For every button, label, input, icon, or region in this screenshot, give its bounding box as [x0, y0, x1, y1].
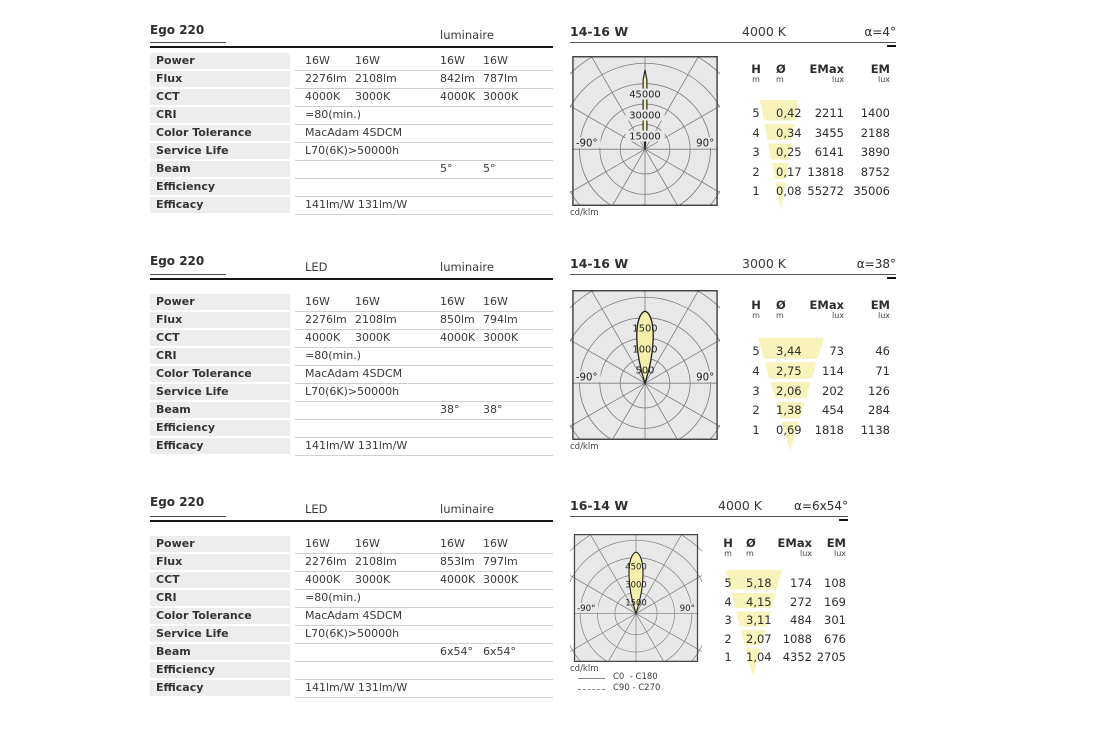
spec-column-header-led: LED: [305, 502, 328, 516]
column-subunit: lux: [799, 549, 812, 558]
spec-value-led-2: 2108lm: [355, 72, 397, 85]
spec-row-values: [295, 89, 553, 107]
table-cell: 2188: [860, 125, 890, 140]
spec-row: [150, 384, 553, 402]
spec-value-led-2: 2108lm: [355, 313, 397, 326]
spec-row-label: Efficiency: [150, 179, 290, 195]
cone-row-separator: [722, 627, 846, 631]
spec-row-values: [295, 438, 553, 456]
table-cell: 73: [829, 344, 844, 358]
spec-value-luminaire-1: 4000K: [440, 331, 476, 344]
spec-row-label: CCT: [150, 330, 290, 346]
spec-row: [150, 554, 553, 572]
spec-value-led-1: 4000K: [305, 573, 341, 586]
axis-label-right: 90°: [696, 138, 715, 150]
spec-row: [150, 294, 553, 312]
table-cell: 13818: [807, 164, 844, 179]
spec-row-values: [295, 294, 553, 312]
spec-value-led-2: 3000K: [355, 573, 391, 586]
spec-row-values: [295, 536, 553, 554]
power-range-label: 16-14 W: [570, 498, 629, 513]
spec-row-label: Flux: [150, 554, 290, 570]
product-name: Ego 220: [150, 254, 226, 275]
table-cell: 3,44: [776, 344, 802, 358]
column-subunit: lux: [831, 311, 844, 320]
spec-value-luminaire-1: 16W: [440, 295, 465, 308]
spec-row-values: [295, 71, 553, 89]
spec-row: [150, 366, 553, 384]
spec-value-luminaire-1: 5°: [440, 162, 453, 175]
cone-row-separator: [748, 179, 896, 183]
spec-row-label: Flux: [150, 71, 290, 87]
axis-label-left: -90°: [575, 372, 598, 384]
column-header: H: [751, 62, 761, 76]
spec-value-luminaire-1: 853lm: [440, 555, 475, 568]
beam-angle-label: α=6x54°: [794, 499, 848, 513]
spec-row-label: Power: [150, 53, 290, 69]
spec-value-luminaire-2: 3000K: [483, 573, 519, 586]
spec-row: [150, 680, 553, 698]
column-subunit: lux: [877, 75, 890, 84]
spec-row: [150, 125, 553, 143]
spec-row-values: [295, 572, 553, 590]
spec-row-label: Beam: [150, 161, 290, 177]
table-cell: 1,38: [776, 403, 802, 418]
table-cell: 3455: [814, 125, 844, 140]
beam-angle-label: α=38°: [856, 257, 896, 271]
table-cell: 4: [752, 363, 760, 378]
spec-row-label: CRI: [150, 107, 290, 123]
table-cell: 3: [724, 613, 732, 627]
table-cell: 169: [824, 594, 846, 609]
header-rule-dash: [887, 45, 896, 48]
spec-row: [150, 348, 553, 366]
spec-column-header-led: LED: [305, 260, 328, 274]
table-cell: 8752: [860, 164, 890, 179]
table-cell: 2,75: [776, 363, 802, 378]
spec-row-label: CRI: [150, 348, 290, 364]
table-cell: 4352: [782, 650, 812, 664]
spec-row: [150, 438, 553, 456]
table-cell: 2,06: [776, 383, 802, 398]
spec-value-luminaire-2: 787lm: [483, 72, 518, 85]
cct-label: 4000 K: [742, 24, 786, 39]
table-cell: 0,42: [776, 106, 802, 120]
cct-label: 3000 K: [742, 256, 786, 271]
spec-row-values: [295, 680, 553, 698]
spec-row-values: [295, 402, 553, 420]
photometry-header: [570, 20, 896, 43]
table-cell: 114: [822, 363, 844, 378]
cone-row-separator: [748, 379, 896, 383]
spec-value-luminaire-2: 797lm: [483, 555, 518, 568]
spec-value-luminaire-1: 4000K: [440, 90, 476, 103]
cone-row-separator: [748, 418, 896, 422]
table-cell: 0,25: [776, 145, 802, 159]
spec-row: [150, 590, 553, 608]
spec-row-values: [295, 348, 553, 366]
column-header: EMax: [809, 62, 844, 76]
table-cell: 676: [824, 631, 846, 646]
ring-value-label: 1500: [632, 323, 658, 335]
beam-angle-label: α=4°: [864, 25, 896, 39]
spec-value-luminaire-2: 5°: [483, 162, 496, 175]
spec-row-values: [295, 384, 553, 402]
axis-label-left: -90°: [575, 138, 598, 150]
spec-table-header: [150, 252, 553, 280]
spec-row-values: [295, 644, 553, 662]
ring-value-label: 30000: [629, 110, 661, 122]
table-cell: 3: [752, 383, 760, 398]
legend-line-dashed-sample: [578, 689, 605, 690]
cone-row-separator: [722, 590, 846, 594]
spec-row-label: Beam: [150, 402, 290, 418]
table-cell: 1: [752, 184, 760, 198]
spec-row-values: [295, 330, 553, 348]
spec-value-span: L70(6K)>50000h: [305, 627, 400, 640]
column-header: EM: [870, 62, 890, 76]
table-cell: 202: [822, 383, 844, 398]
spec-value-led-1: 2276lm: [305, 72, 347, 85]
spec-value-span: =80(min.): [305, 349, 362, 362]
spec-value-luminaire-2: 3000K: [483, 90, 519, 103]
table-cell: 1,04: [746, 650, 772, 664]
spec-value-luminaire-2: 16W: [483, 537, 508, 550]
spec-value-luminaire-1: 16W: [440, 537, 465, 550]
column-header: EMax: [809, 298, 844, 312]
spec-value-span: 141lm/W 131lm/W: [305, 198, 408, 211]
spec-row-label: Efficacy: [150, 197, 290, 213]
spec-row: [150, 197, 553, 215]
column-subunit: m: [776, 75, 784, 84]
spec-value-luminaire-1: 850lm: [440, 313, 475, 326]
ring-value-label: 500: [635, 365, 655, 377]
spec-row: [150, 626, 553, 644]
spec-value-led-1: 16W: [305, 295, 330, 308]
spec-row: [150, 662, 553, 680]
spec-row: [150, 107, 553, 125]
spec-row-values: [295, 179, 553, 197]
table-cell: 1: [752, 423, 760, 438]
spec-value-led-1: 16W: [305, 537, 330, 550]
axis-label-right: 90°: [696, 372, 715, 384]
ring-value-label: 1500: [625, 597, 647, 608]
unit-label: cd/klm: [570, 442, 599, 452]
spec-row-values: [295, 197, 553, 215]
table-cell: 4: [724, 594, 732, 609]
spec-row-values: [295, 554, 553, 572]
table-cell: 2: [752, 403, 760, 418]
spec-row-values: [295, 53, 553, 71]
spec-row-values: [295, 143, 553, 161]
spec-row-label: Color Tolerance: [150, 125, 290, 141]
table-cell: 484: [790, 613, 812, 627]
column-subunit: lux: [877, 311, 890, 320]
spec-value-luminaire-2: 38°: [483, 403, 503, 416]
table-cell: 0,08: [776, 184, 802, 198]
power-range-label: 14-16 W: [570, 256, 629, 271]
ring-value-label: 4500: [625, 561, 647, 572]
table-cell: 5,18: [746, 576, 772, 590]
axis-label-right: 90°: [679, 604, 696, 615]
spec-column-header-luminaire: luminaire: [440, 260, 494, 274]
column-subunit: m: [776, 311, 784, 320]
polar-diagram: [570, 56, 720, 206]
header-rule-dash: [839, 519, 848, 522]
spec-row-values: [295, 125, 553, 143]
spec-value-led-1: 2276lm: [305, 313, 347, 326]
spec-row: [150, 312, 553, 330]
column-header: EM: [870, 298, 890, 312]
cct-label: 4000 K: [718, 498, 762, 513]
spec-value-led-1: 16W: [305, 54, 330, 67]
table-cell: 3,11: [746, 613, 772, 627]
table-cell: 5: [752, 344, 760, 358]
table-cell: 4: [752, 125, 760, 140]
spec-value-span: 141lm/W 131lm/W: [305, 439, 408, 452]
legend-label: C90 - C270: [613, 683, 661, 693]
spec-row-label: Efficacy: [150, 438, 290, 454]
spec-row-values: [295, 662, 553, 680]
axis-label-left: -90°: [576, 604, 596, 615]
spec-row: [150, 420, 553, 438]
table-cell: 1: [724, 650, 732, 664]
table-cell: 1400: [860, 106, 890, 120]
column-header: Ø: [776, 62, 786, 76]
column-header: EMax: [777, 536, 812, 550]
table-cell: 35006: [853, 184, 890, 198]
spec-value-span: MacAdam 4SDCM: [305, 126, 403, 139]
column-subunit: m: [752, 75, 760, 84]
spec-value-luminaire-2: 6x54°: [483, 645, 517, 658]
spec-row: [150, 608, 553, 626]
unit-label: cd/klm: [570, 664, 599, 674]
table-cell: 272: [790, 594, 812, 609]
spec-row-values: [295, 366, 553, 384]
power-range-label: 14-16 W: [570, 24, 629, 39]
spec-value-luminaire-1: 38°: [440, 403, 460, 416]
spec-value-span: MacAdam 4SDCM: [305, 609, 403, 622]
spec-row: [150, 402, 553, 420]
spec-row: [150, 330, 553, 348]
spec-value-led-2: 16W: [355, 295, 380, 308]
spec-value-led-1: 4000K: [305, 331, 341, 344]
ring-value-label: 15000: [629, 131, 661, 143]
spec-value-led-2: 3000K: [355, 90, 391, 103]
column-header: H: [751, 298, 761, 312]
spec-value-led-2: 16W: [355, 54, 380, 67]
table-cell: 0,34: [776, 125, 802, 140]
cone-row-separator: [748, 140, 896, 144]
spec-row: [150, 572, 553, 590]
spec-value-led-1: 2276lm: [305, 555, 347, 568]
column-header: EM: [826, 536, 846, 550]
spec-row-label: Service Life: [150, 384, 290, 400]
column-subunit: lux: [831, 75, 844, 84]
spec-row-values: [295, 312, 553, 330]
column-subunit: m: [752, 311, 760, 320]
spec-value-luminaire-1: 4000K: [440, 573, 476, 586]
table-cell: 108: [824, 576, 846, 590]
spec-row-values: [295, 608, 553, 626]
cone-row-separator: [748, 160, 896, 164]
column-header: Ø: [746, 536, 756, 550]
product-name: Ego 220: [150, 495, 226, 517]
spec-row-label: Service Life: [150, 143, 290, 159]
product-name: Ego 220: [150, 23, 226, 43]
spec-value-luminaire-2: 16W: [483, 295, 508, 308]
spec-row: [150, 71, 553, 89]
header-rule-dash: [887, 277, 896, 280]
spec-row-label: Power: [150, 536, 290, 552]
spec-value-luminaire-1: 6x54°: [440, 645, 474, 658]
cone-row-separator: [748, 398, 896, 402]
table-cell: 2211: [814, 106, 844, 120]
cone-row-separator: [748, 359, 896, 363]
table-cell: 2,07: [746, 631, 772, 646]
spec-value-luminaire-2: 794lm: [483, 313, 518, 326]
spec-value-luminaire-1: 16W: [440, 54, 465, 67]
spec-row-label: CRI: [150, 590, 290, 606]
table-cell: 0,17: [776, 164, 802, 179]
spec-row-label: Efficacy: [150, 680, 290, 696]
spec-row: [150, 53, 553, 71]
spec-value-luminaire-1: 842lm: [440, 72, 475, 85]
table-cell: 71: [875, 363, 890, 378]
spec-row-values: [295, 107, 553, 125]
spec-row: [150, 143, 553, 161]
spec-row-values: [295, 590, 553, 608]
table-cell: 46: [875, 344, 890, 358]
spec-row-label: Service Life: [150, 626, 290, 642]
spec-row-label: Flux: [150, 312, 290, 328]
spec-value-span: L70(6K)>50000h: [305, 144, 400, 157]
spec-value-led-2: 3000K: [355, 331, 391, 344]
photometry-header: [570, 494, 848, 517]
spec-value-span: =80(min.): [305, 108, 362, 121]
photometry-header: [570, 252, 896, 275]
column-subunit: m: [746, 549, 754, 558]
spec-row-label: CCT: [150, 89, 290, 105]
legend-label: C0 - C180: [613, 672, 658, 682]
spec-value-luminaire-2: 16W: [483, 54, 508, 67]
cone-row-separator: [748, 121, 896, 125]
table-cell: 6141: [814, 145, 844, 159]
spec-row-label: Efficiency: [150, 420, 290, 436]
table-cell: 284: [868, 403, 890, 418]
table-cell: 301: [824, 613, 846, 627]
table-cell: 1818: [814, 423, 844, 438]
table-cell: 454: [822, 403, 844, 418]
spec-row-label: Power: [150, 294, 290, 310]
spec-value-span: =80(min.): [305, 591, 362, 604]
column-subunit: m: [724, 549, 732, 558]
table-cell: 1138: [860, 423, 890, 438]
table-cell: 2705: [816, 650, 846, 664]
spec-row-label: Efficiency: [150, 662, 290, 678]
polar-diagram: [570, 290, 720, 440]
cone-row-separator: [722, 645, 846, 649]
spec-row-values: [295, 161, 553, 179]
spec-row-values: [295, 420, 553, 438]
spec-row: [150, 179, 553, 197]
polar-diagram: [570, 534, 702, 662]
table-cell: 55272: [807, 184, 844, 198]
spec-row: [150, 644, 553, 662]
spec-value-span: L70(6K)>50000h: [305, 385, 400, 398]
column-header: H: [723, 536, 733, 550]
cone-row-separator: [722, 608, 846, 612]
spec-row-label: Beam: [150, 644, 290, 660]
table-cell: 4,15: [746, 594, 772, 609]
spec-row: [150, 536, 553, 554]
table-cell: 2: [724, 631, 732, 646]
spec-value-led-2: 2108lm: [355, 555, 397, 568]
ring-value-label: 3000: [625, 579, 647, 590]
table-cell: 0,69: [776, 423, 802, 438]
spec-row-label: CCT: [150, 572, 290, 588]
spec-value-luminaire-2: 3000K: [483, 331, 519, 344]
spec-row-label: Color Tolerance: [150, 366, 290, 382]
spec-value-span: 141lm/W 131lm/W: [305, 681, 408, 694]
column-subunit: lux: [833, 549, 846, 558]
ring-value-label: 1000: [632, 344, 658, 356]
spec-value-led-2: 16W: [355, 537, 380, 550]
table-cell: 2: [752, 164, 760, 179]
spec-row-label: Color Tolerance: [150, 608, 290, 624]
spec-row-values: [295, 626, 553, 644]
spec-value-led-1: 4000K: [305, 90, 341, 103]
spec-column-header-luminaire: luminaire: [440, 28, 494, 42]
column-header: Ø: [776, 298, 786, 312]
table-cell: 5: [724, 576, 732, 590]
spec-value-span: MacAdam 4SDCM: [305, 367, 403, 380]
table-cell: 174: [790, 576, 812, 590]
spec-column-header-luminaire: luminaire: [440, 502, 494, 516]
legend-line-solid-sample: [578, 678, 605, 679]
unit-label: cd/klm: [570, 208, 599, 218]
ring-value-label: 45000: [629, 89, 661, 101]
table-cell: 5: [752, 106, 760, 120]
spec-row: [150, 161, 553, 179]
spec-table-header: [150, 20, 553, 48]
table-cell: 1088: [782, 631, 812, 646]
table-cell: 3890: [860, 145, 890, 159]
table-cell: 3: [752, 145, 760, 159]
spec-row: [150, 89, 553, 107]
table-cell: 126: [868, 383, 890, 398]
spec-table-header: [150, 494, 553, 522]
